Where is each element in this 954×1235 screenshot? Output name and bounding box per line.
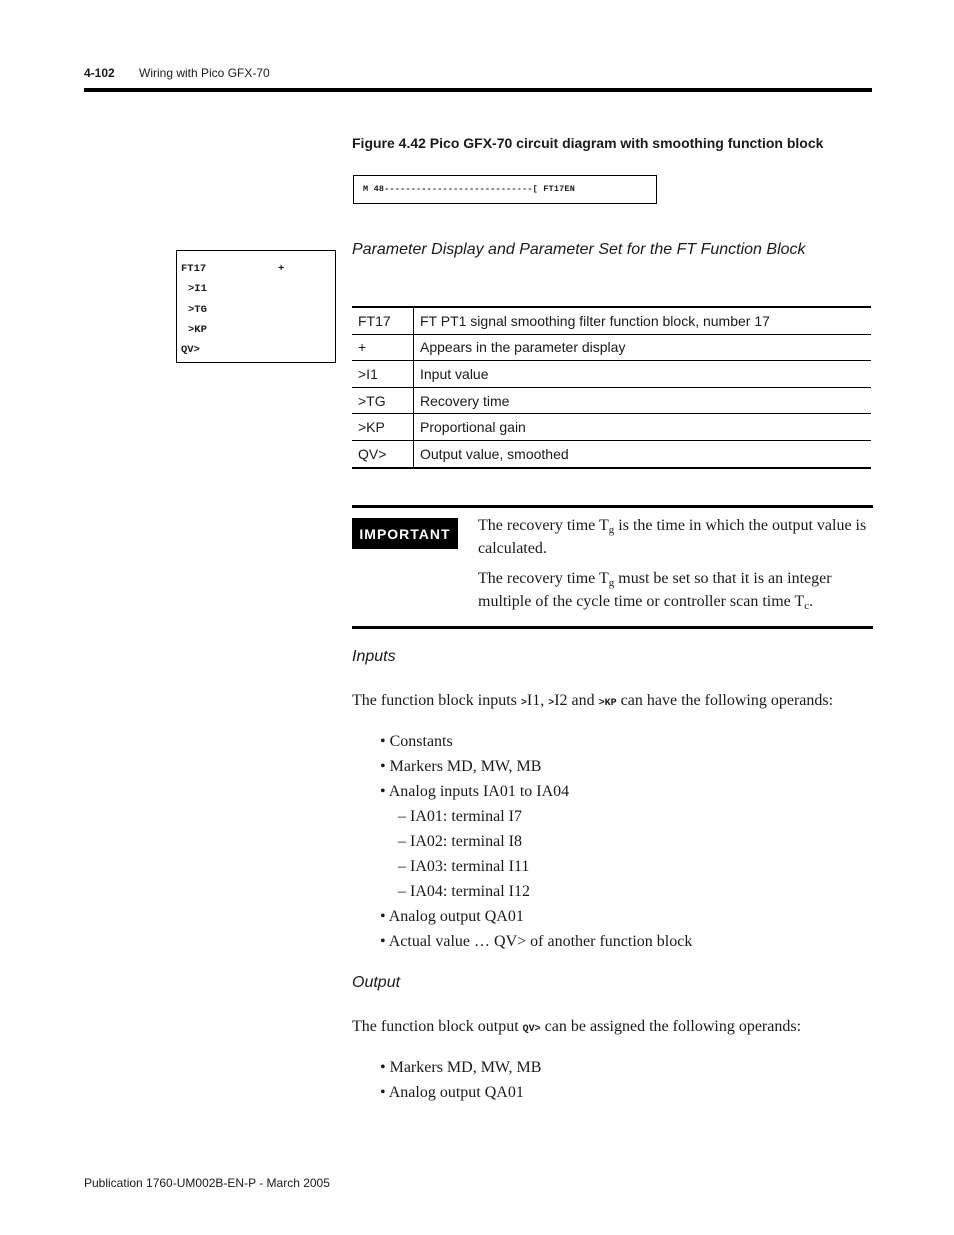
list-item: • Constants: [380, 733, 453, 750]
code-text: >KP: [598, 698, 617, 709]
table-row: [352, 414, 871, 441]
header-rule: [84, 88, 872, 92]
table-cell-code: >TG: [352, 387, 414, 414]
sub-list-item: – IA01: terminal I7: [398, 808, 522, 825]
list-item: • Markers MD, MW, MB: [380, 1059, 542, 1076]
important-text: .: [809, 593, 814, 610]
sub-list-item: – IA02: terminal I8: [398, 833, 522, 850]
code-text: QV>: [522, 1024, 541, 1035]
intro-text: can be assigned the following operands:: [540, 1018, 802, 1035]
intro-text: The function block output: [352, 1018, 523, 1035]
page-number: 4-102: [84, 66, 115, 80]
param-line-name: FT17: [181, 263, 207, 275]
table-cell-code: >KP: [352, 414, 414, 441]
inputs-intro: [352, 692, 833, 710]
list-item: • Analog inputs IA01 to IA04: [380, 783, 570, 800]
figure-caption: Figure 4.42 Pico GFX-70 circuit diagram with smoothing function block: [352, 135, 824, 151]
list-item: • Markers MD, MW, MB: [380, 758, 542, 775]
table-cell-code: QV>: [352, 440, 414, 467]
output-heading: Output: [352, 974, 401, 991]
table-cell-desc: Recovery time: [414, 387, 872, 414]
code-text: >: [520, 698, 527, 709]
table-cell-desc: Proportional gain: [414, 414, 872, 441]
table-row: [352, 307, 871, 334]
subscript: g: [608, 524, 615, 536]
intro-text: The function block inputs: [352, 692, 521, 709]
code-text: >: [548, 698, 555, 709]
important-top-rule: [352, 505, 873, 508]
list-item: • Analog output QA01: [380, 908, 524, 925]
table-cell-code: >I1: [352, 361, 414, 388]
table-cell-code: +: [352, 334, 414, 361]
subscript: c: [804, 600, 810, 612]
list-item: • Analog output QA01: [380, 1084, 524, 1101]
table-row: [352, 387, 871, 414]
parameter-display-box: [176, 250, 336, 363]
chapter-title: Wiring with Pico GFX-70: [139, 66, 270, 80]
important-paragraph-2: [478, 567, 873, 613]
output-intro: [352, 1018, 801, 1036]
table-cell-desc: Appears in the parameter display: [414, 334, 872, 361]
list-item: • Actual value … QV> of another function block: [380, 933, 693, 950]
important-text: is the time in which the output value is calculated.: [478, 517, 867, 557]
table-cell-code: FT17: [352, 307, 414, 334]
table-row: [352, 440, 871, 467]
important-text: The recovery time T: [478, 570, 609, 587]
table-cell-desc: Input value: [414, 361, 872, 388]
intro-text: I1,: [526, 692, 549, 709]
inputs-heading: Inputs: [352, 648, 396, 665]
table-cell-desc: Output value, smoothed: [414, 440, 872, 467]
important-bottom-rule: [352, 626, 873, 629]
important-label: IMPORTANT: [352, 518, 458, 549]
important-text: The recovery time T: [478, 517, 609, 534]
param-line-i1: >I1: [188, 283, 207, 295]
param-line-kp: >KP: [188, 324, 207, 336]
important-paragraph-1: [478, 514, 873, 560]
param-line-tg: >TG: [188, 304, 207, 316]
subscript: g: [608, 577, 615, 589]
param-line-qv: QV>: [181, 344, 200, 356]
table-cell-desc: FT PT1 signal smoothing filter function block, number 17: [414, 307, 872, 334]
sub-list-item: – IA03: terminal I11: [398, 858, 530, 875]
intro-text: I2 and: [554, 692, 599, 709]
intro-text: can have the following operands:: [616, 692, 834, 709]
param-line-plus: +: [278, 263, 285, 275]
circuit-line: M 48----------------------------[ FT17EN: [363, 184, 576, 194]
parameter-section-heading: Parameter Display and Parameter Set for the FT Function Block: [352, 241, 806, 258]
circuit-diagram-box: [353, 175, 657, 204]
important-text: must be set so that it is an integer multiple of the cycle time or controller scan time T: [478, 570, 832, 610]
table-row: [352, 361, 871, 388]
publication-footer: Publication 1760-UM002B-EN-P - March 2005: [84, 1176, 330, 1190]
table-row: [352, 334, 871, 361]
sub-list-item: – IA04: terminal I12: [398, 883, 530, 900]
parameter-table: [352, 306, 871, 469]
